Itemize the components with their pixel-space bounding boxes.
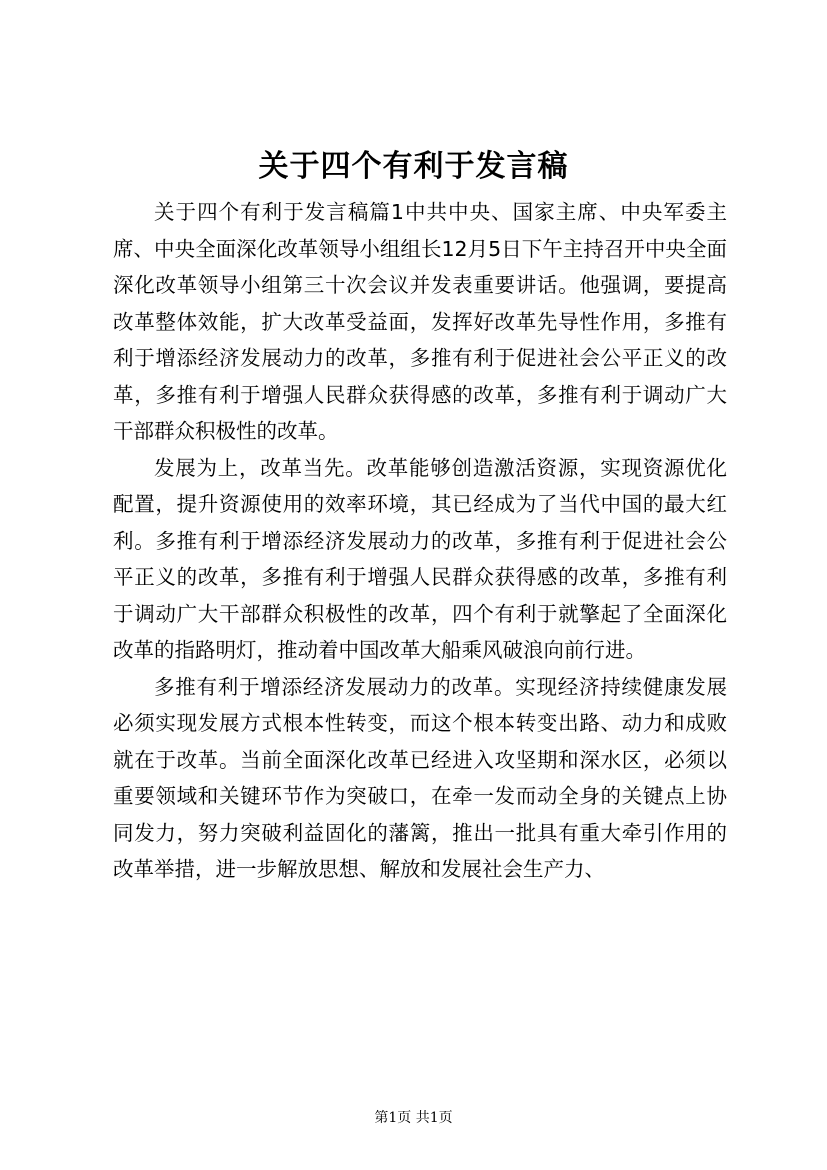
document-body <box>113 194 727 888</box>
page-footer: 第1页 共1页 <box>374 1110 453 1126</box>
document-title: 关于四个有利于发言稿 <box>258 149 569 184</box>
paragraph-1: 关于四个有利于发言稿篇1中共中央、国家主席、中央军委主席、中央全面深化改革领导小组组长12月5日下午主持召开中央全面深化改革领导小组第三十次会议并发表重要讲话。他强调，要提高改革整体效能，扩大改革受益面，发挥好改革先导性作用，多推有利于增添经济发展动力的改革，多推有利于促进社会公平正义的改革，多推有利于增强人民群众获得感的改革，多推有利于调动广大干部群众积极性的改革。 <box>113 200 727 443</box>
paragraph-2: 发展为上，改革当先。改革能够创造激活资源，实现资源优化配置，提升资源使用的效率环境，其已经成为了当代中国的最大红利。多推有利于增添经济发展动力的改革，多推有利于促进社会公平正义的改革，多推有利于增强人民群众获得感的改革，多推有利于调动广大干部群众积极性的改革，四个有利于就擎起了全面深化改革的指路明灯，推动着中国改革大船乘风破浪向前行进。 <box>113 455 727 662</box>
paragraph-3: 多推有利于增添经济发展动力的改革。实现经济持续健康发展必须实现发展方式根本性转变，而这个根本转变出路、动力和成败就在于改革。当前全面深化改革已经进入攻坚期和深水区，必须以重要领域和关键环节作为突破口，在牵一发而动全身的关键点上协同发力，努力突破利益固化的藩篱，推出一批具有重大牵引作用的改革举措，进一步解放思想、解放和发展社会生产力、 <box>113 674 727 881</box>
